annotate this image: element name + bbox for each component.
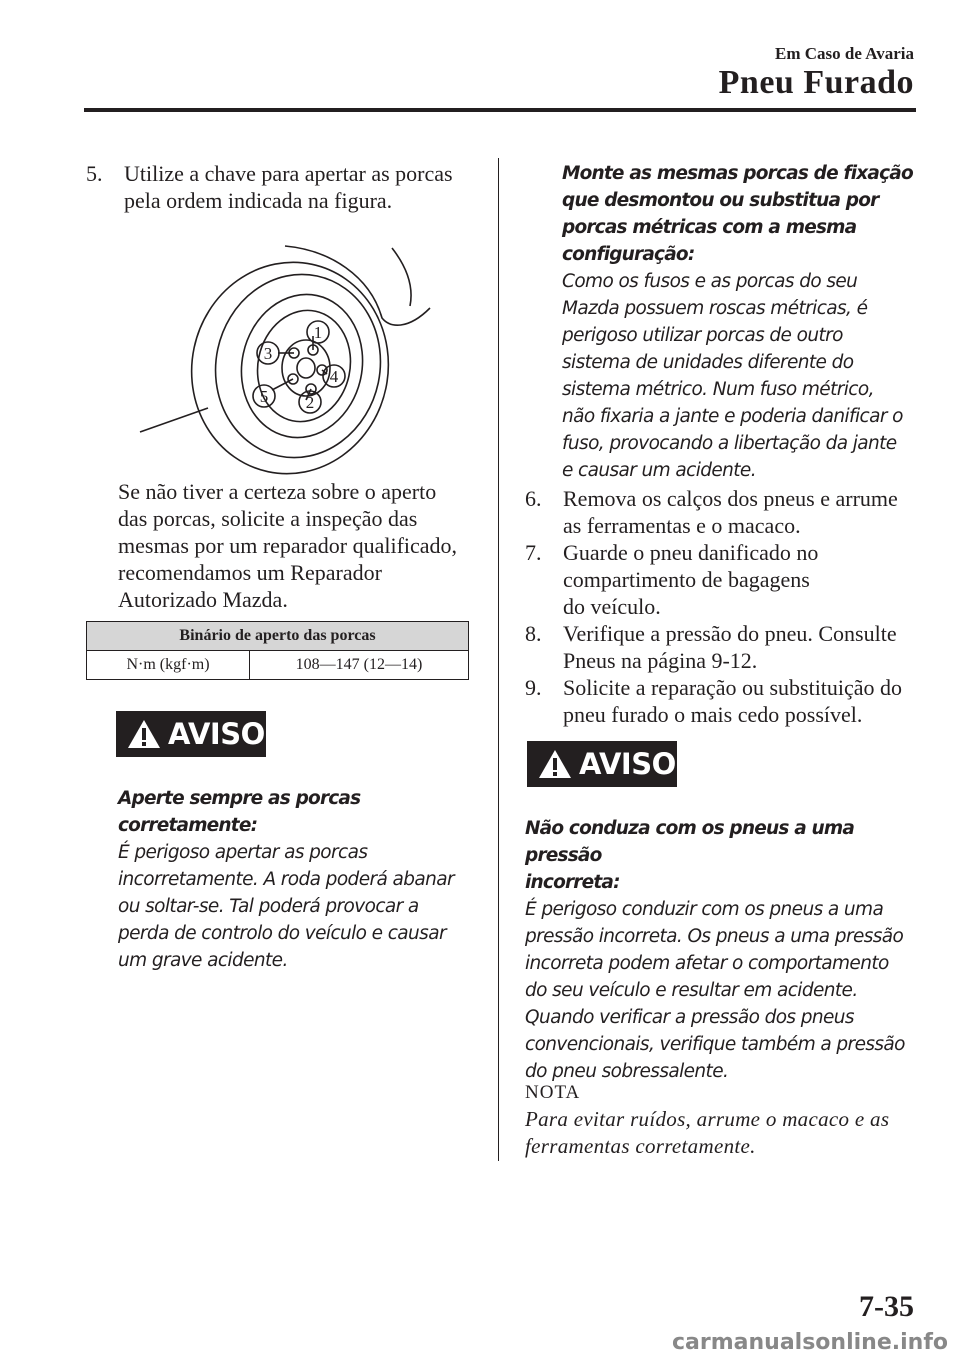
page-title: Pneu Furado <box>718 64 914 101</box>
step-number: 9. <box>525 675 542 700</box>
warning-heading: Aperte sempre as porcas corretamente: <box>118 788 361 836</box>
step-text: Guarde o pneu danificado no compartimento de bagagens do veículo. <box>563 540 819 619</box>
step-8 <box>525 620 920 674</box>
nota-block: NOTA Para evitar ruídos, arrume o macaco e as ferramentas corretamente. <box>525 1080 925 1160</box>
rim-outer <box>228 283 375 449</box>
step-number: 5. <box>86 161 103 186</box>
step-text: Solicite a reparação ou substituição do pneu furado o mais cedo possível. <box>563 675 903 727</box>
wheel-nut-order-figure <box>130 236 460 476</box>
warning-block-nuts: Aperte sempre as porcas corretamente: É perigoso apertar as porcas incorretamente. A roda poderá abanar ou soltar-se. Tal poderá provocar a perda de controlo do veículo e causar um grave acidente. <box>118 785 488 974</box>
warning-badge <box>116 711 266 757</box>
inspection-note: Se não tiver a certeza sobre o aperto das porcas, solicite a inspeção das mesmas por um reparador qualificado, recomendamos um Reparador Autorizado Mazda. <box>118 479 458 612</box>
header-rule <box>84 108 916 112</box>
warning-label: AVISO <box>579 747 676 781</box>
figure-label-4: 4 <box>329 367 339 386</box>
step-6 <box>525 485 920 539</box>
step-number: 6. <box>525 486 542 511</box>
figure-label-2: 2 <box>305 393 315 412</box>
step-5 <box>86 160 476 214</box>
nota-title: NOTA <box>525 1082 581 1103</box>
warning-triangle-icon <box>537 748 573 780</box>
step-number: 8. <box>525 621 542 646</box>
column-divider <box>498 158 499 1161</box>
step-text: Verifique a pressão do pneu. Consulte Pneus na página 9-12. <box>563 621 897 673</box>
figure-label-1: 1 <box>313 323 323 342</box>
step-9 <box>525 674 920 728</box>
warning-label: AVISO <box>168 717 265 751</box>
hub-center <box>297 358 315 378</box>
torque-unit-cell: N·m (kgf·m) <box>87 651 250 680</box>
step-number: 7. <box>525 540 542 565</box>
section-title: Em Caso de Avaria <box>775 44 914 63</box>
torque-value-cell: 108—147 (12—14) <box>250 651 469 680</box>
step-text: Remova os calços dos pneus e arrume as ferramentas e o macaco. <box>563 486 898 538</box>
page-number: 7-35 <box>859 1290 914 1323</box>
torque-table-header: Binário de aperto das porcas <box>87 622 469 651</box>
figure-label-3: 3 <box>263 344 273 363</box>
fender-arch <box>285 246 430 325</box>
torque-table <box>86 621 469 680</box>
tire-inner <box>199 259 398 473</box>
tire-outer <box>172 244 408 476</box>
fender-edge <box>392 248 411 306</box>
warning-triangle-icon <box>126 718 162 750</box>
warning-block-pressure: Não conduza com os pneus a uma pressão incorreta: É perigoso conduzir com os pneus a uma pressão incorreta. Os pneus a uma pressão incorreta podem afetar o comportamento do seu veículo e resultar em acidente. Quando verificar a pressão dos pneus convencionais, verifique também a pressão do pneu sobressalente. <box>525 818 905 1082</box>
watermark: carmanualsonline.info <box>672 1330 948 1355</box>
warning-continuation: Monte as mesmas porcas de fixação que desmontou ou substitua por porcas métricas com a mesma configuração: Como os fusos e as porcas do seu Mazda possuem roscas métricas, é perigoso utilizar porcas de outro sistema de unidades diferente do sistema métrico. Num fuso métrico, não fixaria a jante e poderia danificar o fuso, provocando a libertação da jante e causar um acidente. <box>562 163 913 481</box>
figure-label-5: 5 <box>259 387 269 406</box>
step-7 <box>525 539 920 620</box>
warning-badge <box>527 741 677 787</box>
step-text: Utilize a chave para apertar as porcas pela ordem indicada na figura. <box>124 161 453 213</box>
fender-line <box>140 408 208 432</box>
